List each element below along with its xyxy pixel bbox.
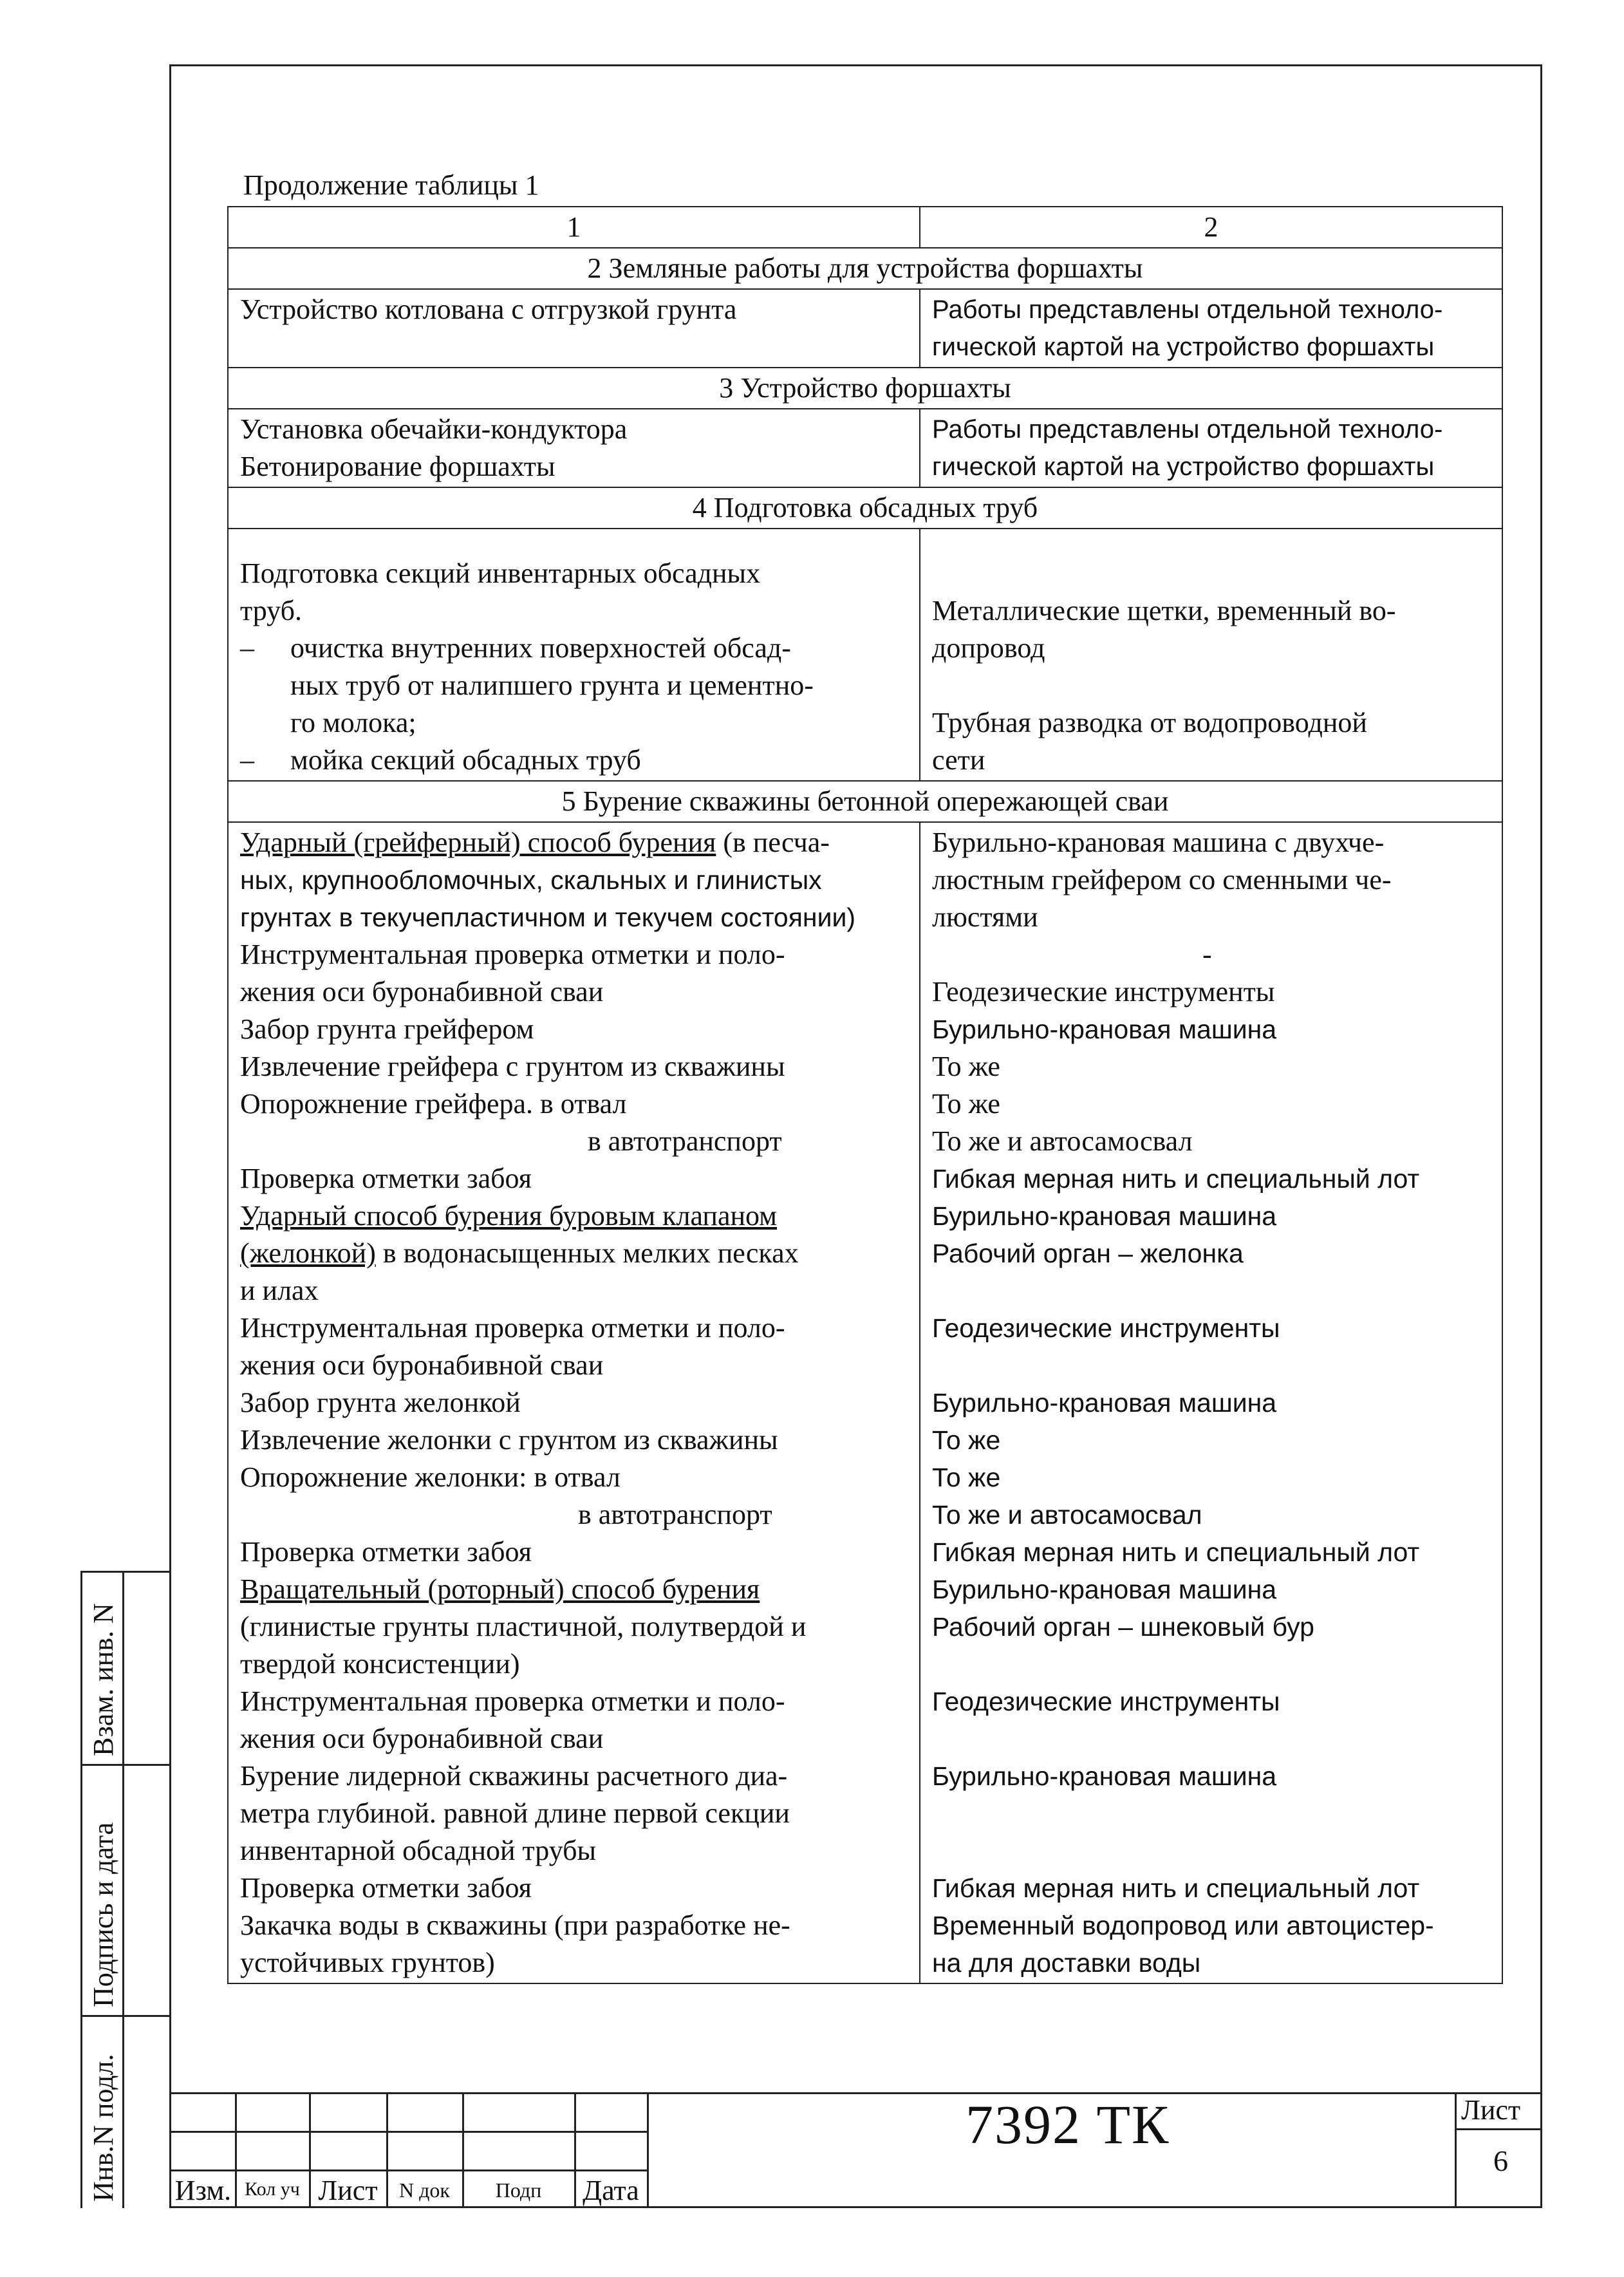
spacer (932, 667, 1490, 704)
cell-text: То же и автосамосвал (932, 1125, 1193, 1157)
cell-text: Гибкая мерная нить и специальный лот (932, 1873, 1420, 1903)
cell-text: люстями (932, 901, 1038, 933)
spacer (932, 1645, 1490, 1683)
cell-text: - (1202, 939, 1212, 970)
side-label-vzam-inv: Взам. инв. N (88, 1603, 119, 1756)
cell-text: мойка секций обсадных труб (290, 744, 641, 776)
cell-text: Проверка отметки забоя (240, 1872, 532, 1904)
cell-text: Установка обечайки-кондуктора (240, 413, 628, 445)
right-cell (920, 529, 1502, 781)
cell-text: устойчивых грунтов) (240, 1947, 495, 1978)
cell-text (240, 824, 908, 861)
cell-text: Инструментальная проверка отметки и поло- (240, 1685, 785, 1717)
cell-text: труб. (240, 595, 302, 626)
sheet-number: 6 (1493, 2144, 1508, 2177)
section-title-row (228, 487, 1502, 529)
sheet-label: Лист (1461, 2094, 1521, 2126)
section-title: 4 Подготовка обсадных труб (228, 487, 1502, 529)
stamp-row-line (169, 2131, 649, 2133)
cell-text: То же (932, 1088, 1000, 1120)
cell-text: жения оси буронабивной сваи (240, 1723, 604, 1754)
side-strip-divider (80, 2015, 171, 2017)
cell-text: То же (932, 1051, 1000, 1082)
cell-text: То же (932, 1425, 1001, 1455)
cell-text: Бурильно-крановая машина (932, 1761, 1277, 1791)
stamp-top-line (169, 2092, 1542, 2094)
cell-text: Бурильно-крановая машина (932, 1575, 1277, 1604)
document-code: 7392 ТК (966, 2094, 1170, 2155)
section-title: 2 Земляные работы для устройства форшахты (228, 248, 1502, 289)
stamp-sheet-divider (1455, 2128, 1542, 2130)
cell-text: Инструментальная проверка отметки и поло- (240, 939, 785, 970)
dash-bullet: – (240, 632, 254, 664)
stamp-podp: Подп (495, 2179, 542, 2202)
section-title-row (228, 248, 1502, 289)
side-label-inv-podl: Инв.N подл. (88, 2054, 119, 2202)
side-label-podpis-data: Подпись и дата (88, 1822, 119, 2007)
section-title: 5 Бурение скважины бетонной опережающей сваи (228, 781, 1502, 822)
dash-bullet: – (240, 744, 254, 776)
spacer (932, 1347, 1490, 1384)
method-title: Ударный (грейферный) способ бурения (240, 827, 716, 858)
col-header-2: 2 (920, 207, 1502, 248)
stamp-data: Дата (583, 2175, 639, 2206)
cell-text: допровод (932, 632, 1045, 664)
cell-text: Геодезические инструменты (932, 1313, 1280, 1343)
method-note: (в песча- (716, 827, 830, 858)
cell-text: грунтах в текучепластичном и текучем состоянии) (240, 903, 856, 932)
main-table (227, 206, 1503, 1984)
table-row (228, 289, 1502, 368)
stamp-col-line (647, 2092, 649, 2208)
cell-text: Работы представлены отдельной техноло- (932, 415, 1443, 444)
cell-text: (глинистые грунты пластичной, полутвердой и (240, 1611, 807, 1642)
cell-text: То же и автосамосвал (932, 1500, 1202, 1530)
cell-text: го молока; (290, 707, 416, 738)
cell-text: Геодезические инструменты (932, 1687, 1280, 1716)
cell-text: Геодезические инструменты (932, 976, 1275, 1007)
left-cell (228, 409, 920, 487)
section-title: 3 Устройство форшахты (228, 368, 1502, 409)
table-row (228, 529, 1502, 781)
cell-text: Бурильно-крановая машина с двухче- (932, 827, 1385, 858)
cell-text: Проверка отметки забоя (240, 1163, 532, 1194)
cell-text: Гибкая мерная нить и специальный лот (932, 1164, 1420, 1194)
cell-text: жения оси буронабивной сваи (240, 1349, 604, 1381)
table-header-row (228, 207, 1502, 248)
cell-text: Проверка отметки забоя (240, 1536, 532, 1568)
right-cell (920, 822, 1502, 1983)
section-title-row (228, 781, 1502, 822)
cell-text: Временный водопровод или автоцистер- (932, 1911, 1434, 1940)
method-title: Вращательный (роторный) способ бурения (240, 1573, 760, 1605)
cell-text: в автотранспорт (588, 1125, 782, 1157)
left-cell (228, 822, 920, 1983)
spacer (932, 1795, 1490, 1832)
cell-text: Забор грунта желонкой (240, 1387, 521, 1418)
table-row (228, 409, 1502, 487)
cell-text: сети (932, 744, 985, 776)
left-cell (228, 529, 920, 781)
cell-text: твердой консистенции) (240, 1648, 520, 1680)
stamp-kol-uch: Кол уч (245, 2179, 300, 2200)
list-item (240, 742, 908, 779)
cell-text: Трубная разводка от водопроводной (932, 707, 1367, 738)
cell-text: Металлические щетки, временный во- (932, 595, 1396, 626)
stamp-row-line (169, 2169, 649, 2171)
cell-text: гической картой на устройство форшахты (932, 333, 1435, 361)
right-cell (920, 409, 1502, 487)
cell-text: метра глубиной. равной длине первой секции (240, 1797, 790, 1829)
cell-text: Забор грунта грейфером (240, 1013, 534, 1045)
side-strip-line (80, 1571, 82, 2208)
cell-text: Бурильно-крановая машина (932, 1201, 1277, 1231)
table-caption: Продолжение таблицы 1 (243, 169, 539, 201)
col-header-1: 1 (228, 207, 920, 248)
cell-text: Рабочий орган – желонка (932, 1239, 1244, 1268)
cell-text: Бурильно-крановая машина (932, 1015, 1277, 1044)
cell-text (240, 1235, 908, 1272)
cell-text: гической картой на устройство форшахты (932, 453, 1435, 481)
spacer (932, 1720, 1490, 1757)
method-title: (желонкой) (240, 1237, 376, 1269)
cell-text: Бетонирование форшахты (240, 451, 555, 482)
cell-text: Извлечение желонки с грунтом из скважины (240, 1424, 778, 1456)
cell-text: Закачка воды в скважины (при разработке не- (240, 1909, 790, 1941)
cell-text: инвентарной обсадной трубы (240, 1835, 597, 1866)
cell-text: Рабочий орган – шнековый бур (932, 1612, 1314, 1642)
spacer (932, 1832, 1490, 1869)
spacer (932, 1272, 1490, 1309)
side-strip-divider (80, 1571, 171, 1573)
cell-text: Опорожнение желонки: в отвал (240, 1461, 621, 1493)
cell-text: очистка внутренних поверхностей обсад- (290, 632, 791, 664)
cell-text: люстным грейфером со сменными че- (932, 864, 1392, 895)
cell-text: Извлечение грейфера с грунтом из скважины (240, 1051, 785, 1082)
cell-text: То же (932, 1463, 1001, 1492)
method-title: Ударный способ бурения буровым клапаном (240, 1200, 778, 1232)
stamp-col-line (1455, 2092, 1457, 2208)
cell-text: жения оси буронабивной сваи (240, 976, 604, 1007)
cell-text: Подготовка секций инвентарных обсадных (240, 558, 761, 589)
right-cell (920, 289, 1502, 368)
cell-text: Опорожнение грейфера. в отвал (240, 1088, 627, 1120)
cell-text: ных, крупнообломочных, скальных и глинистых (240, 865, 822, 895)
stamp-list: Лист (318, 2175, 378, 2206)
list-item (240, 630, 908, 667)
cell-text: Инструментальная проверка отметки и поло- (240, 1312, 785, 1344)
section-title-row (228, 368, 1502, 409)
left-cell (228, 289, 920, 368)
cell-text: и илах (240, 1275, 319, 1306)
cell-text: в автотранспорт (578, 1499, 772, 1530)
cell-text: Устройство котлована с отгрузкой грунта (240, 294, 737, 325)
cell-text: Бурение лидерной скважины расчетного диа- (240, 1760, 788, 1792)
cell-text: Гибкая мерная нить и специальный лот (932, 1537, 1420, 1567)
table-row (228, 822, 1502, 1983)
cell-text: Бурильно-крановая машина (932, 1388, 1277, 1418)
cell-text: ных труб от налипшего грунта и цементно- (290, 670, 814, 701)
stamp-izm: Изм. (174, 2175, 232, 2206)
cell-text: Работы представлены отдельной техноло- (932, 295, 1443, 324)
method-note: в водонасыщенных мелких песках (375, 1237, 799, 1269)
stamp-n-dok: N док (399, 2179, 450, 2202)
cell-text: на для доставки воды (932, 1948, 1201, 1978)
side-strip-line (122, 1571, 124, 2208)
side-strip-divider (80, 1764, 171, 1766)
